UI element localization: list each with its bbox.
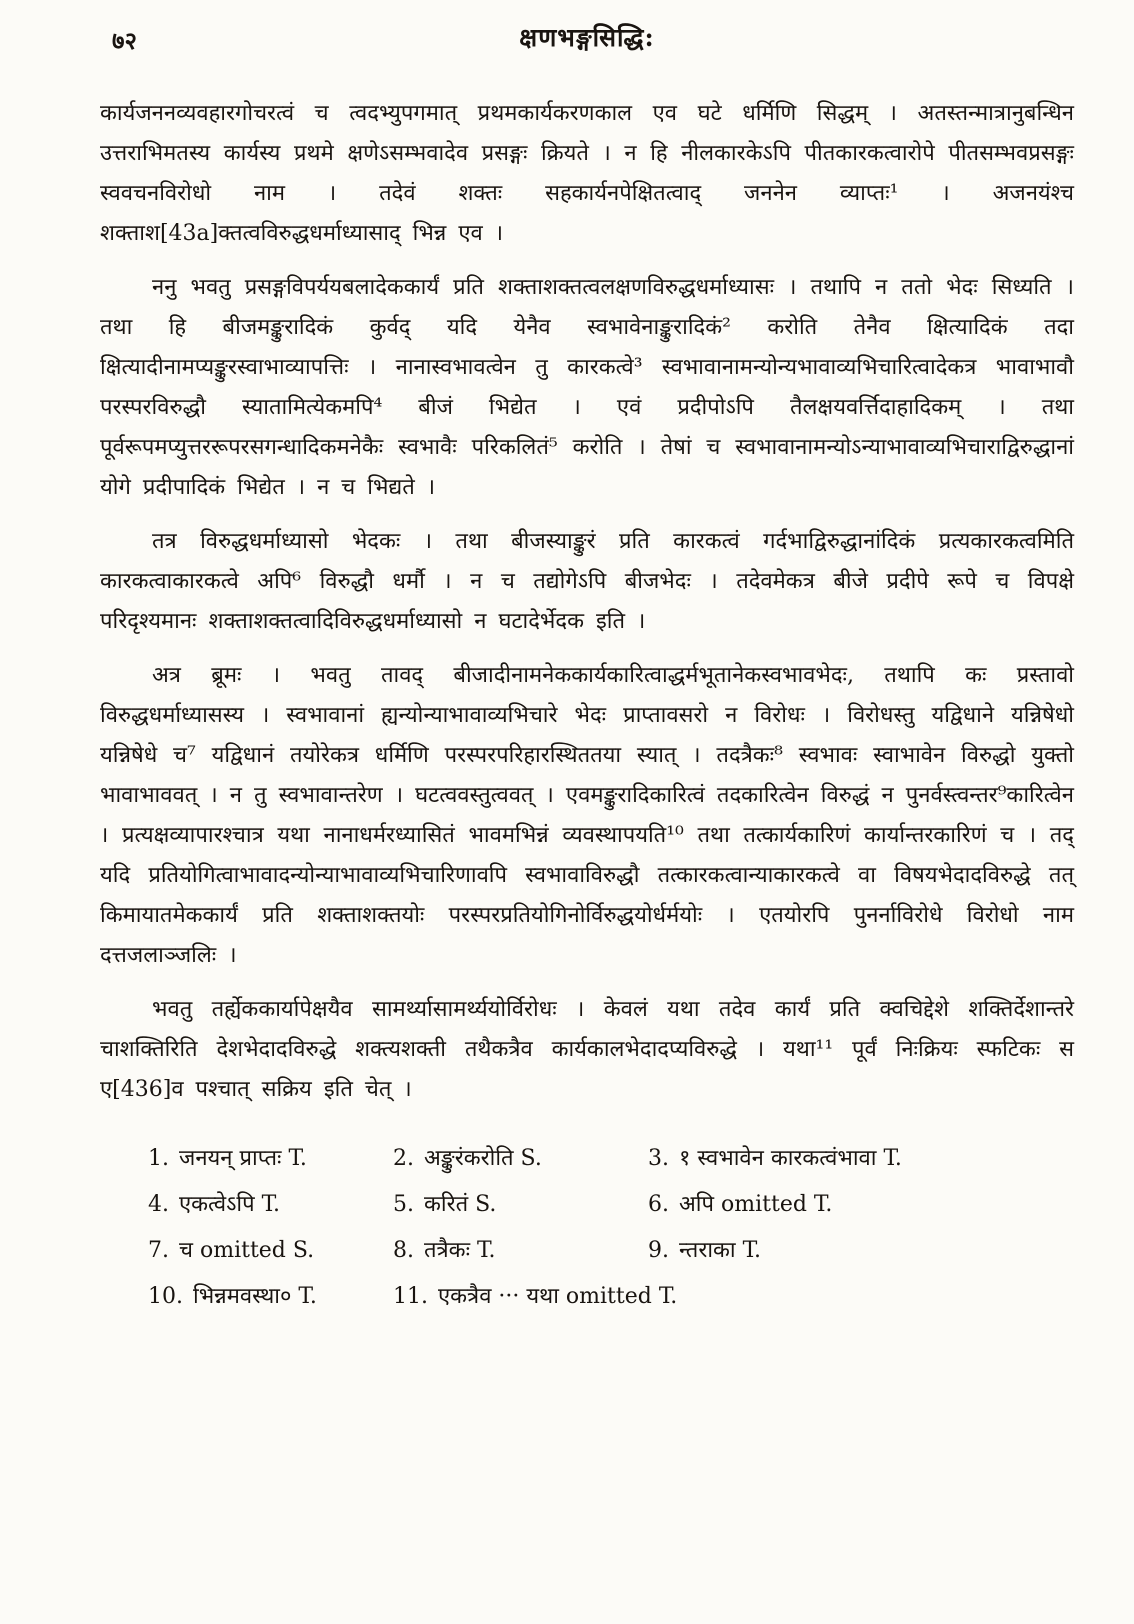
footnote (648, 1228, 1074, 1274)
footnote-number: 3. (648, 1146, 669, 1171)
body-paragraph: भवतु तर्ह्येककार्यापेक्षयैव सामर्थ्यासामर्थ्ययोर्विरोधः । केवलं यथा तदेव कार्यं प्रति क्वचिद्देशे शक्तिर्देशान्तरे चाशक्तिरिति देशभेदादविरुद्धे शक्त्यशक्ती तथैकत्रैव कार्यकालभेदादप्यविरुद्धे । यथा¹¹ पूर्वं निःक्रियः स्फटिकः स ए[436]व पश्चात् सक्रिय इति चेत् । (100, 997, 1074, 1102)
footnote (648, 1136, 1074, 1182)
footnote-text: एकत्रैव ··· यथा omitted T. (438, 1284, 678, 1309)
footnote (148, 1136, 393, 1182)
body-paragraph: ननु भवतु प्रसङ्गविपर्ययबलादेककार्यं प्रति शक्ताशक्तत्वलक्षणविरुद्धधर्माध्यासः । तथापि न ततो भेदः सिध्यति । तथा हि बीजमङ्कुरादिकं कुर्वद् यदि येनैव स्वभावेनाङ्कुरादिकं² करोति तेनैव क्षित्यादिकं तदा क्षित्यादीनामप्यङ्कुरस्वाभाव्यापत्तिः । नानास्वभावत्वेन तु कारकत्वे³ स्वभावानामन्योन्यभावाव्यभिचारित्वादेकत्र भावाभावौ परस्परविरुद्धौ स्यातामित्येकमपि⁴ बीजं भिद्येत । एवं प्रदीपोऽपि तैलक्षयवर्त्तिदाहादिकम् । तथा पूर्वरूपमप्युत्तररूपरसगन्धादिकमनेकैः स्वभावैः परिकलितं⁵ करोति । तेषां च स्वभावानामन्योऽन्याभावाव्यभिचाराद्विरुद्धानां योगे प्रदीपादिकं भिद्येत । न च भिद्यते । (100, 275, 1074, 500)
footnote-row (100, 1182, 1074, 1228)
footnote (393, 1274, 1074, 1320)
footnote-text: करितं S. (424, 1192, 497, 1217)
footnote-number: 11. (393, 1284, 428, 1309)
footnote (148, 1228, 393, 1274)
footnote-text: न्तराका T. (679, 1238, 762, 1263)
footnote (393, 1136, 648, 1182)
footnote-number: 4. (148, 1192, 169, 1217)
footnote-row (100, 1228, 1074, 1274)
footnote-text: १ स्वभावेन कारकत्वंभावा T. (679, 1146, 902, 1171)
footnote-text: भिन्नमवस्था० T. (193, 1284, 317, 1309)
page-title: क्षणभङ्गसिद्धि: (519, 23, 655, 52)
footnote-number: 8. (393, 1238, 414, 1263)
footnote-number: 1. (148, 1146, 169, 1171)
footnote (648, 1182, 1074, 1228)
footnote (148, 1182, 393, 1228)
footnote-text: च omitted S. (179, 1238, 315, 1263)
body-paragraph: कार्यजननव्यवहारगोचरत्वं च त्वदभ्युपगमात् प्रथमकार्यकरणकाल एव घटे धर्मिणि सिद्धम् । अतस्तन्मात्रानुबन्धिन उत्तराभिमतस्य कार्यस्य प्रथमे क्षणेऽसम्भवादेव प्रसङ्गः क्रियते । न हि नीलकारकेऽपि पीतकारकत्वारोपे पीतसम्भवप्रसङ्गः स्ववचनविरोधो नाम । तदेवं शक्तः सहकार्यनपेक्षितत्वाद् जननेन व्याप्तः¹ । अजनयंश्च शक्ताश[43a]क्तत्वविरुद्धधर्माध्यासाद् भिन्न एव । (100, 101, 1074, 246)
footnote-text: जनयन् प्राप्तः T. (179, 1146, 307, 1171)
footnote-text: एकत्वेऽपि T. (179, 1192, 281, 1217)
footnote-text: तत्रैकः T. (424, 1238, 496, 1263)
footnote-row (100, 1274, 1074, 1320)
footnote-number: 7. (148, 1238, 169, 1263)
body-paragraph: तत्र विरुद्धधर्माध्यासो भेदकः । तथा बीजस्याङ्कुरं प्रति कारकत्वं गर्दभाद्विरुद्धानांदिकं प्रत्यकारकत्वमिति कारकत्वाकारकत्वे अपि⁶ विरुद्धौ धर्मौ । न च तद्योगेऽपि बीजभेदः । तदेवमेकत्र बीजे प्रदीपे रूपे च विपक्षे परिदृश्यमानः शक्ताशक्तत्वादिविरुद्धधर्माध्यासो न घटादेर्भेदक इति । (100, 529, 1074, 634)
footnote (148, 1274, 393, 1320)
footnote (393, 1228, 648, 1274)
footnote-number: 10. (148, 1284, 183, 1309)
page-number: ७२ (112, 26, 137, 55)
footnote-row (100, 1136, 1074, 1182)
footnote (393, 1182, 648, 1228)
footnote-number: 9. (648, 1238, 669, 1263)
body-paragraph: अत्र ब्रूमः । भवतु तावद् बीजादीनामनेककार्यकारित्वाद्धर्मभूतानेकस्वभावभेदः, तथापि कः प्रस्तावो विरुद्धधर्माध्यासस्य । स्वभावानां ह्यन्योन्याभावाव्यभिचारे भेदः प्राप्तावसरो न विरोधः । विरोधस्तु यद्विधाने यन्निषेधो यन्निषेधे च⁷ यद्विधानं तयोरेकत्र धर्मिणि परस्परपरिहारस्थिततया स्यात् । तदत्रैकः⁸ स्वभावः स्वाभावेन विरुद्धो युक्तो भावाभाववत् । न तु स्वभावान्तरेण । घटत्ववस्तुत्ववत् । एवमङ्कुरादिकारित्वं तदकारित्वेन विरुद्धं न पुनर्वस्त्वन्तर⁹कारित्वेन । प्रत्यक्षव्यापारश्चात्र यथा नानाधर्मरध्यासितं भावमभिन्नं व्यवस्थापयति¹⁰ तथा तत्कार्यकारिणं कार्यान्तरकारिणं च । तद् यदि प्रतियोगित्वाभावादन्योन्याभावाव्यभिचारिणावपि स्वभावाविरुद्धौ तत्कारकत्वान्याकारकत्वे वा विषयभेदादविरुद्धे तत् किमायातमेककार्यं प्रति शक्ताशक्तयोः परस्परप्रतियोगिनोर्विरुद्धयोर्धर्मयोः । एतयोरपि पुनर्नाविरोधे विरोधो नाम दत्तजलाञ्जलिः । (100, 663, 1074, 968)
footnotes-section (100, 1136, 1074, 1320)
body-text (100, 94, 1074, 1110)
footnote-text: अपि omitted T. (679, 1192, 833, 1217)
page-header (100, 20, 1074, 66)
footnote-number: 5. (393, 1192, 414, 1217)
footnote-text: अङ्कुरंकरोति S. (424, 1146, 542, 1171)
footnote-number: 6. (648, 1192, 669, 1217)
footnote-number: 2. (393, 1146, 414, 1171)
